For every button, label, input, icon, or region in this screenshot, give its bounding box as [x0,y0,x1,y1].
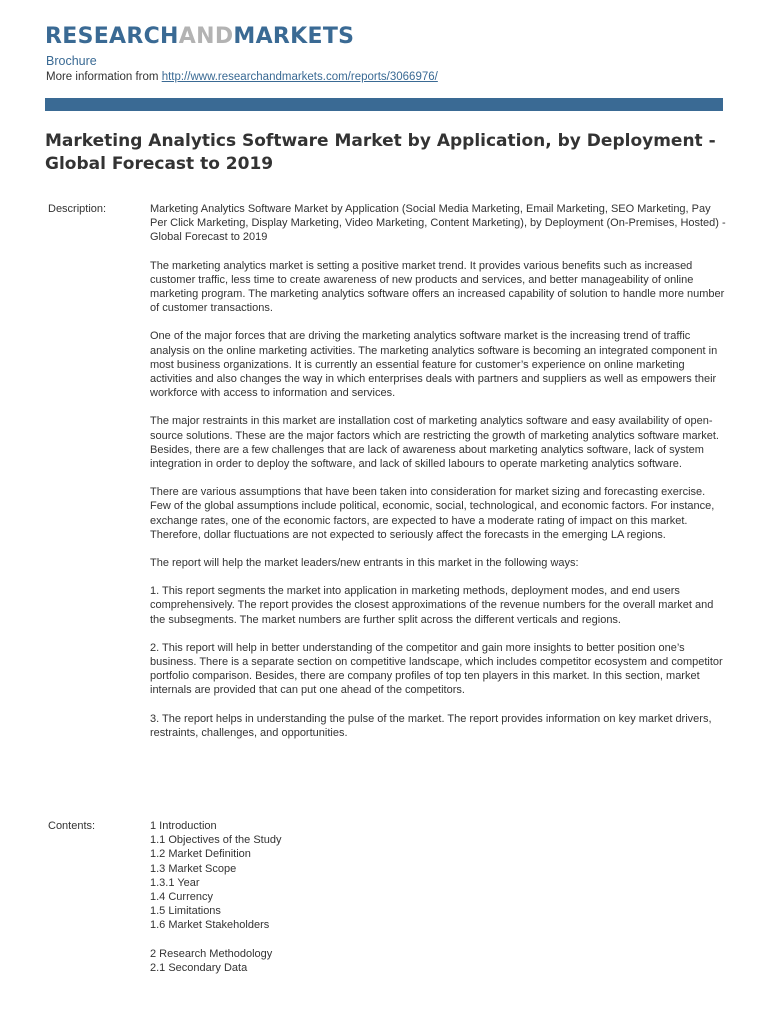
logo-markets: MARKETS [233,24,355,49]
contents-item: 1.3.1 Year [150,876,200,889]
description-paragraph: There are various assumptions that have been taken into consideration for market sizing and forecasting exercise. Few of the global assumptions include political, economic, social, technological, and economic factors. For instance, exchange rates, one of the economic factors, are expected to have a moderate rating of impact on this market. Therefore, dollar fluctuations are not expected to seriously affect the forecasts in the emerging LA regions. [150,486,715,541]
description-paragraph: Marketing Analytics Software Market by Application (Social Media Marketing, Email Marketing, SEO Marketing, Pay Per Click Marketing, Display Marketing, Video Marketing, Content Marketing), by Deployment (On-Premises, Hosted) - Global Forecast to 2019 [150,203,726,244]
contents-item: 1.1 Objectives of the Study [150,834,282,847]
description-body [150,202,728,754]
more-info-line [46,70,438,84]
description-paragraph: 2. This report will help in better understanding of the competitor and gain more insights to better position one’s business. There is a separate section on competitive landscape, which includes competitor ecosystem and competitor portfolio comparison. Besides, there are company profiles of top ten players in this market. In this section, market internals are provided that can put one ahead of the competitors. [150,641,723,697]
brochure-label: Brochure [46,54,97,68]
description-paragraph: The major restraints in this market are installation cost of marketing analytics software and easy availability of open-source solutions. These are the major factors which are restricting the growth of marketing analytics software market. Besides, there are a few challenges that are lack of awareness about marketing analytics software, lack of system integration in order to deploy the software, and lack of skilled labours to operate marketing analytics software. [150,415,719,471]
description-paragraph: The marketing analytics market is setting a positive market trend. It provides various benefits such as increased customer traffic, less time to create awareness of new products and services, and better manageability of online marketing program. The marketing analytics software offers an increased capability of solution to handle more number of customer transactions. [150,259,725,315]
contents-item: 1.4 Currency [150,891,213,904]
contents-item: 1.6 Market Stakeholders [150,919,270,932]
description-label: Description: [48,203,107,215]
header-divider-bar [45,98,723,111]
logo-and: AND [178,24,234,49]
description-paragraph: One of the major forces that are driving the marketing analytics software market is the increasing trend of traffic analysis on the online marketing activities. The marketing analytics software is becoming an integrated component in most business organizations. It is currently an essential feature for customer’s experience on online marketing activities and also changes the way in which enterprises deals with partners and suppliers as well as empowers their workforce with access to information and services. [150,330,718,400]
contents-item: 1 Introduction [150,820,217,832]
contents-spacer [150,933,550,947]
description-paragraph: The report will help the market leaders/new entrants in this market in the following ways: [150,557,579,570]
contents-item: 1.3 Market Scope [150,862,237,875]
logo-research: RESEARCH [45,24,179,49]
description-paragraph: 3. The report helps in understanding the pulse of the market. The report provides information on key market drivers, restraints, challenges, and opportunities. [150,712,712,739]
description-paragraph: 1. This report segments the market into application in marketing methods, deployment modes, and end users comprehensively. The report provides the closest approximations of the revenue numbers for the overall market and the subsegments. The market numbers are further split across the different verticals and regions. [150,585,714,626]
contents-label: Contents: [48,820,96,832]
contents-item: 1.5 Limitations [150,905,221,918]
contents-item: 1.2 Market Definition [150,848,251,861]
brand-logo [45,24,354,50]
contents-item: 2 Research Methodology [150,947,273,960]
report-link[interactable]: http://www.researchandmarkets.com/reports/3066976/ [161,71,438,83]
report-title: Marketing Analytics Software Market by Application, by Deployment - Global Forecast to 2019 [45,131,716,174]
more-info-prefix: More information from [46,71,162,83]
contents-list [150,819,550,975]
contents-item: 2.1 Secondary Data [150,962,248,975]
